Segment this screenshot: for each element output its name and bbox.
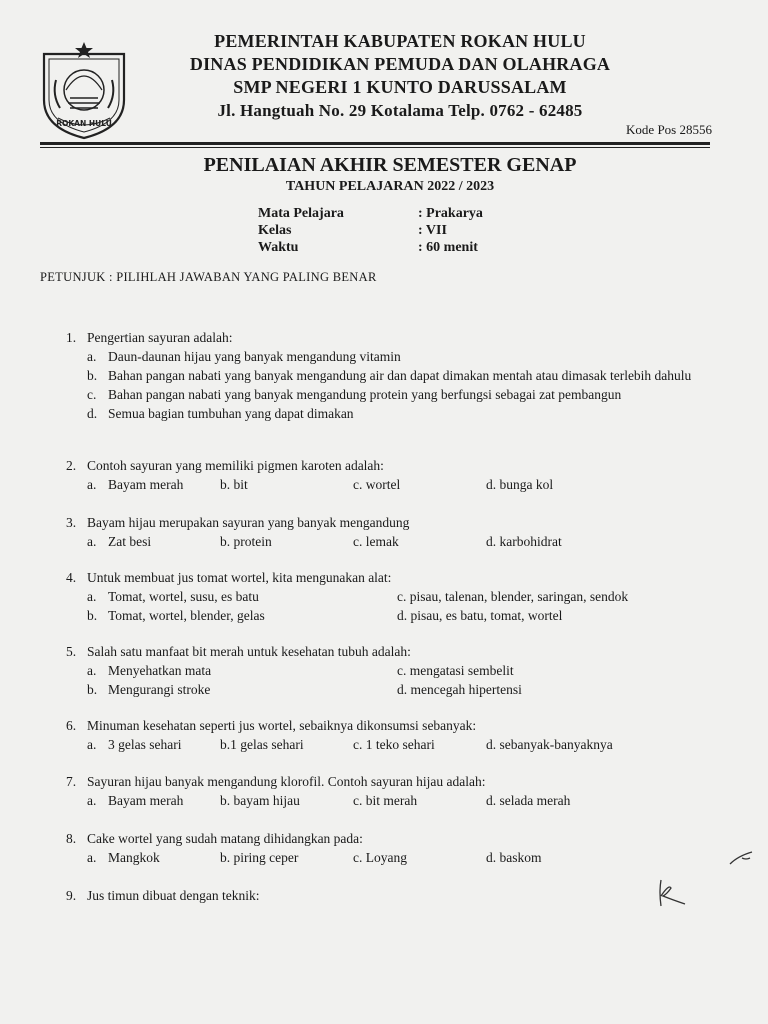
question-9 <box>66 886 726 905</box>
option-text: c. bit merah <box>353 793 418 808</box>
question-text: Jus timun dibuat dengan teknik: <box>87 888 260 903</box>
question-number: 7. <box>66 774 77 789</box>
option-d <box>486 475 646 494</box>
question-text: Bayam hijau merupakan sayuran yang banyak mengandung <box>87 515 410 530</box>
exam-title-main: PENILAIAN AKHIR SEMESTER GENAP <box>203 154 577 176</box>
option-text: d. karbohidrat <box>486 534 562 549</box>
option-letter: a. <box>87 793 97 808</box>
option-text: Bayam merah <box>108 793 184 808</box>
handwritten-initials <box>655 878 689 913</box>
option-letter: b. <box>87 608 98 623</box>
option-text: d. sebanyak-banyaknya <box>486 737 613 752</box>
option-text: Tomat, wortel, blender, gelas <box>108 608 265 623</box>
question-text: Minuman kesehatan seperti jus wortel, sebaiknya dikonsumsi sebanyak: <box>87 718 477 733</box>
option-text: Bahan pangan nabati yang banyak mengandung air dan dapat dimakan mentah atau dimasak terlebih dahulu <box>108 368 692 383</box>
letterhead-line-1: PEMERINTAH KABUPATEN ROKAN HULU <box>214 31 586 51</box>
option-text: c. mengatasi sembelit <box>397 663 514 678</box>
option-d <box>486 791 646 810</box>
option-text: Mengurangi stroke <box>108 682 211 697</box>
question-number: 1. <box>66 330 77 345</box>
option-text: b.1 gelas sehari <box>220 737 304 752</box>
option-text: d. baskom <box>486 850 542 865</box>
question-number: 2. <box>66 458 77 473</box>
option-a <box>87 848 220 867</box>
option-letter: a. <box>87 477 97 492</box>
option-text: d. pisau, es batu, tomat, wortel <box>397 608 563 623</box>
option-text: c. Loyang <box>353 850 407 865</box>
question-text: Salah satu manfaat bit merah untuk kesehatan tubuh adalah: <box>87 644 411 659</box>
option-text: c. wortel <box>353 477 401 492</box>
question-4 <box>66 568 726 625</box>
option-d <box>397 680 697 699</box>
question-8 <box>66 829 726 867</box>
option-b <box>87 680 397 699</box>
question-number: 5. <box>66 644 77 659</box>
option-c <box>353 791 486 810</box>
option-b <box>87 606 397 625</box>
option-letter: a. <box>87 589 97 604</box>
option-letter: d. <box>87 406 98 421</box>
option-letter: a. <box>87 349 97 364</box>
question-5 <box>66 642 726 699</box>
option-c <box>87 385 726 404</box>
option-d <box>486 735 646 754</box>
option-b <box>220 735 353 754</box>
option-a <box>87 587 397 606</box>
option-letter: b. <box>87 368 98 383</box>
option-c <box>397 661 697 680</box>
question-2 <box>66 456 726 494</box>
option-text: Mangkok <box>108 850 160 865</box>
option-text: Bayam merah <box>108 477 184 492</box>
question-6 <box>66 716 726 754</box>
question-text: Cake wortel yang sudah matang dihidangkan pada: <box>87 831 363 846</box>
option-c <box>397 587 697 606</box>
question-text: Sayuran hijau banyak mengandung klorofil. Contoh sayuran hijau adalah: <box>87 774 486 789</box>
letterhead <box>150 30 650 122</box>
meta-key: Waktu <box>258 240 299 255</box>
option-text: d. mencegah hipertensi <box>397 682 522 697</box>
option-text: Semua bagian tumbuhan yang dapat dimakan <box>108 406 354 421</box>
meta-row-class <box>258 223 483 240</box>
option-text: c. lemak <box>353 534 399 549</box>
pen-mark <box>728 850 754 871</box>
option-text: b. piring ceper <box>220 850 299 865</box>
question-1 <box>66 328 726 423</box>
option-c <box>353 532 486 551</box>
option-text: d. bunga kol <box>486 477 554 492</box>
option-b <box>220 532 353 551</box>
option-text: d. selada merah <box>486 793 571 808</box>
logo-text: ROKAN HULU <box>56 119 112 128</box>
meta-row-time <box>258 240 483 257</box>
option-letter: a. <box>87 534 97 549</box>
option-text: Bahan pangan nabati yang banyak mengandung protein yang berfungsi sebagai zat pembangun <box>108 387 622 402</box>
question-3 <box>66 513 726 551</box>
option-letter: a. <box>87 850 97 865</box>
option-b <box>220 848 353 867</box>
regency-logo <box>36 40 132 140</box>
option-text: b. protein <box>220 534 272 549</box>
option-a <box>87 735 220 754</box>
option-a <box>87 475 220 494</box>
option-text: Menyehatkan mata <box>108 663 212 678</box>
meta-key: Kelas <box>258 223 292 238</box>
meta-value: : VII <box>418 223 447 238</box>
meta-row-subject <box>258 206 483 223</box>
question-number: 3. <box>66 515 77 530</box>
exam-title-year: TAHUN PELAJARAN 2022 / 2023 <box>285 179 495 194</box>
question-text: Pengertian sayuran adalah: <box>87 330 233 345</box>
option-text: Tomat, wortel, susu, es batu <box>108 589 259 604</box>
option-c <box>353 735 486 754</box>
letterhead-address: Jl. Hangtuah No. 29 Kotalama Telp. 0762 - 62485 <box>217 101 583 120</box>
option-a <box>87 791 220 810</box>
option-letter: b. <box>87 682 98 697</box>
option-d <box>397 606 697 625</box>
postal-code: Kode Pos 28556 <box>626 122 712 137</box>
question-7 <box>66 772 726 810</box>
option-text: Daun-daunan hijau yang banyak mengandung vitamin <box>108 349 401 364</box>
header-divider-thin <box>40 147 710 148</box>
option-text: 3 gelas sehari <box>108 737 182 752</box>
meta-value: : Prakarya <box>418 206 483 221</box>
option-b <box>87 366 726 385</box>
option-d <box>486 532 646 551</box>
option-text: c. 1 teko sehari <box>353 737 435 752</box>
option-b <box>220 475 353 494</box>
option-a <box>87 661 397 680</box>
letterhead-line-3: SMP NEGERI 1 KUNTO DARUSSALAM <box>233 77 567 97</box>
question-text: Untuk membuat jus tomat wortel, kita mengunakan alat: <box>87 570 392 585</box>
option-b <box>220 791 353 810</box>
question-number: 4. <box>66 570 77 585</box>
meta-value: : 60 menit <box>418 240 478 255</box>
option-c <box>353 475 486 494</box>
question-number: 6. <box>66 718 77 733</box>
option-d <box>87 404 726 423</box>
option-a <box>87 347 726 366</box>
option-c <box>353 848 486 867</box>
option-text: b. bayam hijau <box>220 793 300 808</box>
question-number: 8. <box>66 831 77 846</box>
option-letter: a. <box>87 663 97 678</box>
question-number: 9. <box>66 888 77 903</box>
option-text: b. bit <box>220 477 248 492</box>
header-divider-thick <box>40 142 710 145</box>
option-text: Zat besi <box>108 534 152 549</box>
meta-key: Mata Pelajara <box>258 206 344 221</box>
instructions: PETUNJUK : PILIHLAH JAWABAN YANG PALING BENAR <box>40 270 377 284</box>
exam-title <box>150 152 630 196</box>
exam-meta <box>258 206 483 257</box>
option-a <box>87 532 220 551</box>
option-text: c. pisau, talenan, blender, saringan, sendok <box>397 589 629 604</box>
letterhead-line-2: DINAS PENDIDIKAN PEMUDA DAN OLAHRAGA <box>189 54 611 74</box>
option-letter: c. <box>87 387 97 402</box>
question-text: Contoh sayuran yang memiliki pigmen karoten adalah: <box>87 458 384 473</box>
option-letter: a. <box>87 737 97 752</box>
option-d <box>486 848 646 867</box>
